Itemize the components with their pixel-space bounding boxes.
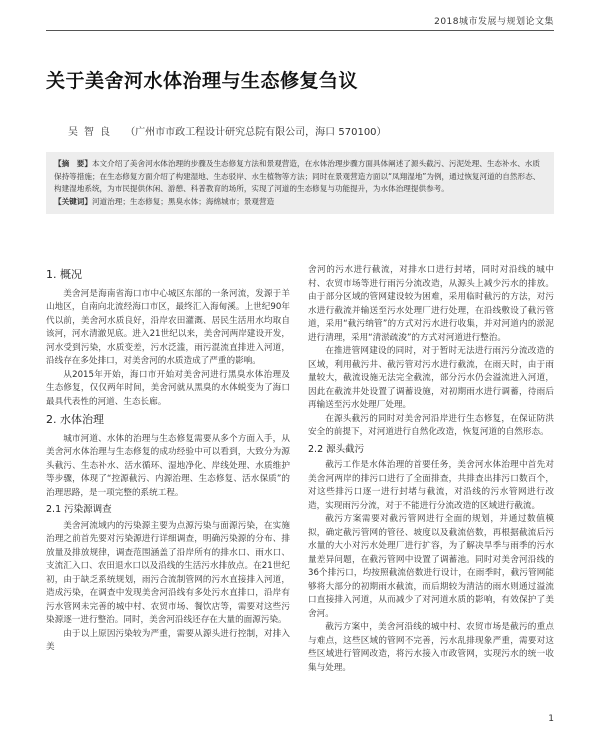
running-head-rule (46, 30, 554, 31)
right-column (308, 264, 554, 675)
keywords-label: 【关键词】 (54, 196, 92, 206)
paragraph: 美舍河是海南省海口市中心城区东部的一条河流，发源于羊山地区，自南向北流经海口市区，最终汇入海甸溪。上世纪90年代以前，美舍河水质良好，沿岸农田灌溉、居民生活用水均取自该河，河水清澈见底。进入21世纪以来，美舍河两岸建设开发，河水受到污染，水质变差，污水泛滥，雨污混流直排进入河道，沿线存在多处排口，对美舍河的水质造成了严重的影响。 (46, 288, 290, 366)
abstract-text: 本文介绍了美舍河水体治理的步骤及生态修复方法和景观营造，在水体治理步骤方面具体阐述了源头截污、污泥处理、生态补水、水质保持等措施；在生态修复方面介绍了构建湿地、生态驳岸、水生植物等方法；同时在景观营造方面以“凤翔湿地”为例，通过恢复河道的自然形态、构建湿地系统，为市民提供休闲、游憩、科普教育的场所，实现了河道的生态修复与功能提升，为水体治理提供参考。 (54, 159, 541, 193)
paragraph: 城市河道、水体的治理与生态修复需要从多个方面入手，从美舍河水体治理与生态修复的成功经验中可以看到，大致分为源头截污、生态补水、活水循环、湿地净化、岸线处理、水质维护等步骤，体现了“控源截污、内源治理、生态修复、活水保质”的治理思路，是一项完整的系统工程。 (46, 433, 290, 498)
paragraph: 在推进管网建设的同时，对于暂时无法进行雨污分流改造的区域，利用截污井、截污管对污水进行截流，在雨天时，由于雨量较大，截流设施无法完全截流，部分污水仍会溢流进入河道，因此在截流井处设置了调蓄设施，对初期雨水进行调蓄，待雨后再输送至污水处理厂处理。 (308, 346, 554, 410)
section-1-heading: 1. 概况 (46, 268, 82, 281)
paragraph: 截污方案中，美舍河沿线的城中村、农贸市场是截污的重点与难点，这些区域的管网不完善，污水乱排现象严重，需要对这些区域进行管网改造，将污水接入市政管网，实现污水的统一收集与处理。 (308, 622, 554, 673)
subsection-2-2-heading: 2.2 源头截污 (308, 443, 365, 455)
paragraph: 舍河的污水进行截流，对排水口进行封堵，同时对沿线的城中村、农贸市场等进行雨污分流改造，从源头上减少污水的排放。由于部分区域的管网建设较为困难，采用临时截污的方法，对污水进行截流并输送至污水处理厂进行处理，在沿线敷设了截污管道，采用“截污纳管”的方式对污水进行收集，并对河道内的淤泥进行清理，采用“清淤疏浚”的方式对河道进行整治。 (308, 265, 554, 343)
section-2-heading: 2. 水体治理 (46, 413, 104, 426)
keywords-text: 河道治理；生态修复；黑臭水体；海绵城市；景观营造 (91, 196, 275, 206)
author-name: 吴智良 (68, 127, 116, 138)
left-column (46, 264, 290, 655)
abstract-label: 【摘 要】 (54, 159, 92, 168)
subsection-2-1-heading: 2.1 污染源调查 (46, 504, 112, 515)
running-head: 2018城市发展与规划论文集 (434, 17, 554, 27)
paragraph: 截污方案需要对截污管网进行全面的规划，并通过数值模拟，确定截污管网的管径、坡度以及截流倍数，再根据截流后污水量的大小对污水处理厂进行扩容，为了解决旱季与雨季的污水量差异问题，在截污管网中设置了调蓄池。同时对美舍河沿线的36个排污口，均按照截流倍数进行设计，在雨季时，截污管网能够将大部分的初期雨水截流，而后期较为清洁的雨水则通过溢流口直接排入河道，从而减少了对河道水质的影响，有效保护了美舍河。 (308, 514, 554, 619)
paragraph: 从2015年开始，海口市开始对美舍河进行黑臭水体治理及生态修复，仅仅两年时间，美舍河就从黑臭的水体蜕变为了海口最具代表性的河道、生态长廊。 (46, 369, 290, 407)
paragraph: 由于以上原因污染较为严重，需要从源头进行控制，对排入美 (46, 628, 290, 652)
keywords (54, 196, 546, 209)
abstract-box (46, 152, 554, 214)
page-number: 1 (548, 714, 554, 724)
paragraph: 截污工作是水体治理的首要任务，美舍河水体治理中首先对美舍河两岸的排污口进行了全面排查，共排查出排污口数百个，对这些排污口逐一进行封堵与截流，对沿线的污水管网进行改造，实现雨污分流，对于不能进行分流改造的区域进行截流。 (308, 460, 554, 511)
paragraph: 在源头截污的同时对美舍河沿岸进行生态修复，在保证防洪安全的前提下，对河道进行自然化改造，恢复河道的自然形态。 (308, 413, 554, 437)
paper-title: 关于美舍河水体治理与生态修复刍议 (46, 70, 359, 92)
author-line (68, 123, 387, 138)
paragraph: 美舍河流域内的污染源主要为点源污染与面源污染，在实施治理之前首先要对污染源进行详细调查，明确污染源的分布、排放量及排放规律，调查范围涵盖了沿岸所有的排水口、雨水口、支流汇入口、农田退水口以及沿线的生活污水排放点。在21世纪初，由于缺乏系统规划，雨污合流制管网的污水直接排入河道，造成污染，在调查中发现美舍河沿线有多处污水直排口，沿岸有污水管网未完善的城中村、农贸市场、餐饮店等，需要对这些污染源逐一进行整治。同时，美舍河沿线还存在大量的面源污染。 (46, 520, 290, 625)
abstract (54, 158, 546, 196)
author-affiliation: （广州市市政工程设计研究总院有限公司，海口 570100） (125, 127, 387, 138)
